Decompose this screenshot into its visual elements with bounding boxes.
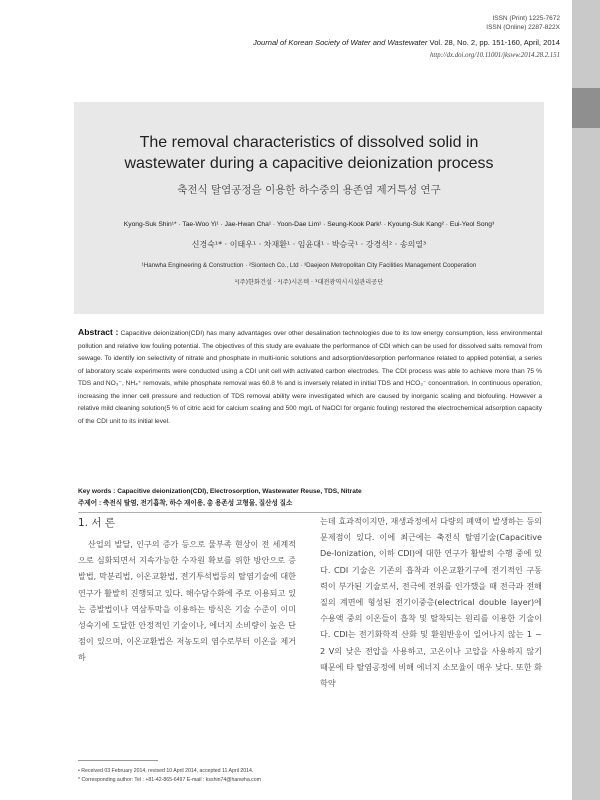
footnote-received: • Received 03 February 2014, revised 10 April 2014, accepted 11 April 2014. [78, 768, 254, 774]
authors-ko: 신경숙¹* · 이태우¹ · 차재환¹ · 임윤대¹ · 박승국¹ · 강경석² · 송의열³ [191, 240, 427, 249]
abstract-text: Capacitive deionization(CDI) has many advantages over other desalination technologies due to its low energy consumption, less environmental pollution and relative low fouling potential. The objectives of this study are evaluate the performance of CDI which can be used for dissolved salts removal from sewage. To identify ion selectivity of nitrate and phosphate in multi-ionic solutions and adsorption/desorption performance related to applied potential, a series of laboratory scale experiments were conducted using a CDI unit cell with activated carbon electrodes. The CDI process was able to achieve more than 75 % TDS and NO₃⁻, NH₄⁺ removals, while phosphate removal was 60.8 % and is inversely related in initial TDS and HCO₃⁻ concentration. In continuous operation, increasing the inner cell pressure and reduction of TDS removal ability were investigated which are caused by inorganic scaling and biofouling. However a relative mild cleaning solution(5 % of citric acid for calcium scaling and 500 mg/L of NaOCl for organic fouling) restored the electrochemical adsorption capacity of the CDI unit to its initial level. [78, 330, 542, 425]
authors-en: Kyong-Suk Shin¹* · Tae-Woo Yi¹ · Jae-Hwan Cha¹ · Yoon-Dae Lim¹ · Seung-Kook Park¹ · Kyoung-Suk Kang² · Eui-Yeol Song³ [123, 221, 495, 228]
body-column-left [78, 536, 296, 714]
footnote-corresponding: * Corresponding author: Tel : +81-42-865-6497 E-mail : ksshin74@hanwha.com [78, 777, 261, 783]
issn-print: ISSN (Print) 1225-7672 [492, 15, 560, 22]
paper-title-line-2: wastewater during a capacitive deionization process [124, 155, 494, 172]
abstract-label: Abstract : [78, 327, 119, 337]
body-paragraph-left: 산업의 발달, 인구의 증가 등으로 물부족 현상이 전 세계적으로 심화되면서 지속가능한 수자원 확보를 위한 방안으로 증발법, 막분리법, 이온교환법, 전기투석법등의 탈염기술에 대한 연구가 활발히 진행되고 있다. 해수담수화에 주로 이용되고 있는 증발법이나 역삼투막을 이용하는 방식은 기술 수준이 이미 성숙기에 도달한 안정적인 기술이나, 에너지 소비량이 높은 단점이 있으며, 이온교환법은 저농도의 염수로부터 이온을 제거하 [78, 539, 296, 663]
side-margin-tab [572, 88, 600, 128]
paper-title-en [74, 132, 544, 174]
paper-title-ko: 축전식 탈염공정을 이용한 하수중의 용존염 제거특성 연구 [177, 184, 441, 196]
doi-link[interactable]: http://dx.doi.org/10.11001/jksww.2014.28.2.151 [430, 52, 560, 59]
keywords-ko [78, 498, 542, 510]
journal-line [253, 38, 560, 47]
keywords-ko-label: 주제어 : [78, 500, 102, 507]
keywords-en-text: Capacitive deionization(CDI), Electrosorption, Wastewater Reuse, TDS, Nitrate [117, 488, 362, 495]
keywords-en [78, 486, 542, 498]
body-column-right [320, 513, 542, 783]
keywords [78, 486, 542, 510]
affiliations-ko: ¹(주)한화건설 · ²(주)시온텍 · ³대전광역시시설관리공단 [234, 279, 384, 286]
affiliations-en: ¹Hanwha Engineering & Construction · ²Siontech Co., Ltd · ³Daejeon Metropolitan City Facilities Management Cooperation [141, 262, 477, 269]
issn-block [486, 14, 560, 32]
keywords-ko-text: 축전식 탈염, 전기흡착, 하수 재이용, 총 용존성 고형물, 질산성 질소 [102, 500, 293, 507]
title-box [74, 102, 544, 314]
abstract [78, 326, 542, 428]
footnotes [78, 767, 308, 785]
journal-name: Journal of Korean Society of Water and Wastewater [252, 38, 428, 47]
footnote-divider [78, 760, 158, 761]
paper-title-line-1: The removal characteristics of dissolved solid in [139, 134, 479, 151]
section-heading: 1. 서 론 [78, 517, 115, 529]
keywords-en-label: Key words : [78, 488, 116, 495]
issn-online: ISSN (Online) 2287-822X [486, 24, 560, 31]
journal-details: Vol. 28, No. 2, pp. 151-160, April, 2014 [429, 38, 560, 47]
body-paragraph-right: 는데 효과적이지만, 재생과정에서 다량의 폐액이 발생하는 등의 문제점이 있다. 이에 최근에는 축전식 탈염기술(Capacitive De-Ionization, 이하 CDI)에 대한 연구가 활발히 수행 중에 있다. CDI 기술은 기존의 흡착과 이온교환기구에 전기적인 구동력이 부가된 기술로서, 전극에 전위를 인가했을 때 전극과 전해질의 계면에 형성된 전기이중층(electrical double layer)에 수용액 중의 이온들이 흡착 및 탈착되는 원리를 이용한 기술이다. CDI는 전기화학적 산화 및 환원반응이 일어나지 않는 1 ~ 2 V의 낮은 전압을 사용하고, 고온이나 고압을 사용하지 않기 때문에 타 탈염공정에 비해 에너지 소모율이 매우 낮다. 또한 화학약 [320, 516, 542, 689]
